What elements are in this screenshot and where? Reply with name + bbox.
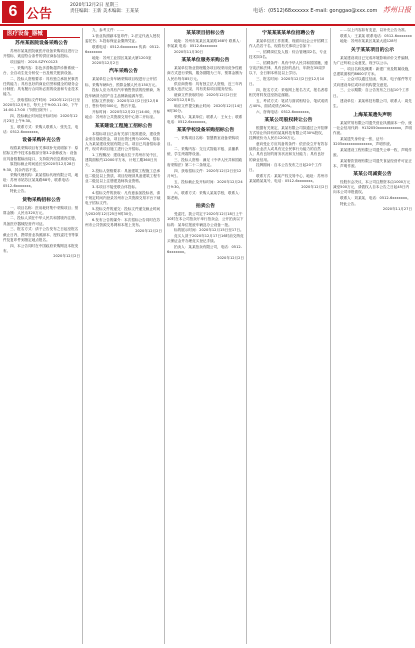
notice-paragraph: 五、考试方式：笔试与面试相结合，笔试成绩占40%，面试成绩占60%。	[249, 98, 328, 108]
notice-paragraph: 一、项目名称及概要：新建厂房及附属设施，总建筑面积约8600平方米。	[333, 66, 412, 76]
notice-paragraph: 某某单位公务车辆采购项目现进行公开招标，采购车辆5台，预算金额人民币150万元。	[85, 77, 159, 87]
notice-paragraph: 联系人：刘某某，电话：0512-6xxxxxxx。	[340, 196, 411, 201]
notice-heading: 关于某某项目的公示	[350, 47, 395, 53]
notice-paragraph: 采购人：某某单位；联系人：王女士；联系电话：0512-6xxxxxxx。	[167, 114, 243, 125]
notice-paragraph: 三、投标人资格：满足《中华人民共和国政府采购法》第二十二条规定。	[167, 158, 243, 168]
contact-info: 电话：(0512)68xxxxxx E-mail: gonggao@xxx.com	[253, 8, 378, 14]
notice-paragraph: 意向受让方应具备的条件：依法设立并有效存续的企业法人或具有完全民事行为能力的自然人；具有良好的财务状况和支付能力；具有良好的商业信用。	[249, 141, 328, 162]
notice-heading: 某某建设工程施工招标公告	[94, 123, 153, 129]
notice-heading: 某某公司股权转让公告	[264, 117, 313, 123]
notice-paragraph: 2020年11月30日	[174, 49, 204, 54]
notice-paragraph: 地址：苏州工业园区某某大厦1203室	[92, 55, 152, 60]
notice-paragraph: 某某单位因工作需要，现面向社会公开招聘工作人员若干名，现将有关事项公告如下：	[249, 39, 328, 49]
notice-paragraph: 二、投标人资格要求：具有独立承担民事责任的能力；具有良好的商业信誉和健全的财务会计制度；具有履行合同所必需的设备和专业技术能力。	[3, 76, 79, 97]
notice-paragraph: 供应商资格：具有独立法人资格，近三年内无重大违法记录，具有类似项目服务经验。	[167, 82, 243, 92]
notice-paragraph: 地址：苏州市某某区某某路168号 联系人：李某某 电话：0512-6xxxxxxx	[167, 39, 244, 49]
notice-paragraph: 联系方式：某某产权交易中心，地址：苏州市某某路某某号，电话：0512-6xxxxxxx。	[249, 174, 328, 184]
column-divider	[82, 28, 83, 644]
notice-paragraph: 联系人：王某某 联系电话：0512-6xxxxxxx	[340, 33, 412, 38]
notice-paragraph: 3.本项目不接受联合体投标。	[92, 185, 139, 190]
notice-heading: 拍卖公告	[195, 204, 216, 210]
notice-paragraph: 某某单位物业管理服务项目现采用竞争性磋商方式进行采购，服务期限为三年，预算金额为人民币每年85万元。	[167, 66, 243, 81]
section-title: 公告	[26, 7, 53, 22]
notice-paragraph: 某某建设项目已完成环境影响评价文件编制，为广泛听取公众意见，现予以公示。	[333, 55, 412, 65]
notice-paragraph: 本招标项目已由有关部门批准建设，建设资金来自财政资金，项目出资比例为100%，招标人为某某建设发展有限公司。项目已具备招标条件，现对该项目施工进行公开招标。	[85, 131, 161, 152]
notice-heading: 苏州某医院设备采购公告	[15, 41, 68, 46]
notice-heading: 设备采购补充公告	[22, 138, 61, 144]
notice-paragraph: 六、联系方式：采购人某某学校，联系人：陈老师。	[167, 190, 243, 201]
notice-paragraph: 某某建设工程有限公司遗失公章一枚，声明作废。	[333, 147, 412, 157]
notice-paragraph: 地址：苏州市某某区某某大道128号	[340, 39, 398, 44]
masthead-rule	[0, 24, 415, 26]
notice-heading: 宁某某某某单位招聘公告	[262, 31, 315, 36]
notice-paragraph: 苏州市某某医院就医疗设备采购项目进行公开招标，欢迎符合条件的供应商参加投标。	[3, 49, 79, 59]
notice-paragraph: 原投标截止时间延长至2020年12月28日9:30，其余内容不变。	[3, 162, 76, 172]
notice-paragraph: 响应文件提交截止时间：2020年12月14日9时30分。	[167, 104, 243, 114]
notice-paragraph: 开标时间：2020年12月22日14:00，开标地点：苏州市公共资源交易中心第二开标室。	[85, 110, 161, 120]
notice-paragraph: 某某贸易有限公司遗失营业执照副本一份，统一社会信用代码：9132050xxxxxxxxxxx，声明作废。	[333, 120, 412, 136]
column-1	[3, 28, 80, 644]
notice-paragraph: 根据有关规定，某某有限公司拟通过公开挂牌方式转让所持有的某某科技有限公司30%股权，挂牌底价为人民币1200万元。	[249, 125, 328, 141]
notice-heading: 某某公司减资公告	[353, 171, 392, 177]
notice-heading: 某某学校设备采购招标公告	[176, 128, 235, 134]
notice-paragraph: 建设单位：某某科技有限公司，联系人：周先生。	[333, 99, 412, 109]
page-number: 6	[2, 1, 24, 23]
notice-paragraph: 五、投标截止及开标时间：2020年12月24日9:30。	[167, 179, 243, 190]
column-5	[333, 28, 412, 644]
notice-paragraph: 六、咨询电话：0512-6xxxxxxx。	[256, 109, 313, 114]
notice-paragraph: 一、采购内容：彩色多普勒超声诊断系统一台、全自动生化分析仪一台及相关配套设备。	[3, 65, 79, 75]
notice-paragraph: 拍卖人：某某拍卖有限公司，电话：0512-6xxxxxxx。	[167, 245, 242, 255]
notice-paragraph: 四、报名方式：采取网上报名方式，报名者将相关材料发送至指定邮箱。	[249, 87, 328, 98]
notice-paragraph: 标的展示时间：2020年12月15日至17日。	[174, 228, 244, 233]
notice-paragraph: 五、联系方式：采购人联系人：张先生，电话：0512-6xxxxxxx。	[3, 124, 79, 135]
notice-paragraph: 现将某采购项目有关事项补充说明如下：原招标文件中技术参数部分第3.2条修改为：设备应具备数据输出接口，支持院内信息系统对接。	[3, 146, 79, 161]
notice-paragraph: 三、获取招标文件时间：2020年12月2日至2020年12月9日，每天上午9:00-11:30，下午14:00-17:00（节假日除外）。	[3, 97, 80, 113]
notice-paragraph: 二、公众可以通过信函、传真、电子邮件等方式向建设单位或环评机构提交意见。	[333, 77, 412, 87]
notice-paragraph: 5.投标文件的递交：投标文件递交截止时间为2020年12月25日9时30分。	[85, 206, 161, 217]
notice-date: 2020年12月2日	[301, 185, 328, 190]
notice-paragraph: 项目编号：2020-SZYY-0123	[10, 59, 58, 64]
notice-paragraph: 招标文件获取：2020年12月2日至12月8日，售价每份300元，售后不退。	[85, 99, 158, 109]
newspaper-logo: 苏州日报	[383, 6, 411, 14]
notice-heading: 汽车采购公告	[109, 69, 138, 75]
category-tag-bar	[3, 28, 80, 38]
notice-paragraph: 三、报名方式：请于公告发布之日起至报名截止日内，携带营业执照副本、授权委托书等原件及复印件到指定地点报名。	[3, 227, 79, 242]
notice-paragraph: 特此公告。	[340, 201, 358, 206]
column-2	[85, 28, 162, 644]
notice-paragraph: 九、参考文件：……	[92, 28, 125, 32]
notice-heading: 某某项目招标公告	[186, 31, 225, 36]
notice-paragraph: 磋商文件获取时间：2020年12月2日至2020年12月8日。	[167, 93, 237, 103]
category-tag: 医疗设备_器械	[3, 30, 47, 39]
notice-date: 2020年12月2日	[135, 228, 162, 233]
column-3	[167, 28, 244, 644]
notice-paragraph: 2020年12月2日	[92, 61, 119, 66]
notice-paragraph: 竞买人须于2020年12月17日16时前交纳竞买保证金并办理竞买登记手续。	[167, 234, 244, 244]
column-divider	[330, 28, 331, 644]
notice-paragraph: 三、报名时间：2020年12月2日至12月10日。	[249, 76, 325, 87]
notice-paragraph: 一、招聘岗位及人数：综合管理岗2名、专业技术岗3名。	[249, 49, 327, 60]
notice-paragraph: 四、投标截止时间及开标时间：2020年12月23日上午9:30。	[3, 113, 78, 124]
notice-paragraph: 三、公示期限：自公告发布之日起10个工作日。	[333, 88, 410, 98]
notice-paragraph: 一、项目名称：医用耗材集中采购项目；预算金额：人民币320万元。	[3, 205, 79, 215]
editor-credit: 责任编辑：王新 美术编辑：王某某	[70, 9, 139, 14]
notice-paragraph: 6.发布公告的媒介：本次招标公告同时在苏州市公共资源交易网和本报上发布。	[85, 217, 161, 227]
notice-paragraph: 某某遗失身份证一张，证号：3205xxxxxxxxxxxxxx，声明作废。	[333, 136, 394, 146]
notice-paragraph: 4.招标文件的获取：凡有意参加投标者，请于规定时间内登录苏州市公共资源交易平台下载电子招标文件。	[85, 190, 161, 206]
issue-date: 2020年12月2日 星期三	[70, 3, 119, 8]
masthead-meta	[70, 3, 139, 15]
column-divider	[164, 28, 165, 644]
masthead	[0, 0, 415, 24]
notice-paragraph: 投标人应为具有汽车销售资质的经销商，所投车辆须为国产自主品牌新能源车型。	[85, 88, 161, 98]
notice-date: 2020年11月27日	[382, 207, 412, 212]
column-divider	[246, 28, 247, 644]
notice-paragraph: 特此公告。	[10, 189, 28, 194]
notice-paragraph: 经股东会决议，本公司注册资本由1000万元减至500万元，请债权人自本公告之日起45日内向本公司申报债权。	[333, 179, 411, 195]
notice-paragraph: 联系电话：0512-6xxxxxxx 传真：0512-6xxxxxxx	[85, 44, 160, 54]
column-4	[249, 28, 328, 644]
notice-paragraph: 挂牌期间：自本公告发布之日起20个工作日。	[249, 163, 322, 173]
notice-paragraph: 1.营业执照副本复印件；2.法定代表人授权委托书；3.投标保证金缴纳凭证。	[85, 33, 160, 43]
notice-date: 2020年12月2日	[53, 254, 80, 259]
notice-paragraph: 四、本公告同时在中国政府采购网及本报发布。	[3, 243, 79, 253]
notice-heading: 某某单位服务采购公告	[181, 58, 230, 64]
notice-paragraph: 四、获取招标文件：2020年12月2日至12月9日。	[167, 169, 242, 179]
notice-paragraph: 二、投标人须在中华人民共和国境内注册，具备医疗器械经营许可证。	[3, 216, 79, 226]
notice-paragraph: 受委托，我公司定于2020年12月18日上午10时在本公司拍卖厅举行拍卖会，公开拍卖以下标的：某单位报废车辆及办公设备一批。	[167, 212, 244, 227]
notice-paragraph: ……以上内容如有变更，以补充公告为准。	[340, 28, 409, 32]
notice-paragraph: 二、采购内容：交互式智能平板、录播系统、学生终端等设备。	[167, 147, 239, 157]
notice-date: 2020年12月2日	[217, 255, 244, 260]
notice-paragraph: 二、招聘条件：具有中华人民共和国国籍，遵守宪法和法律，具有良好的品行，年龄在35周岁以下，全日制本科及以上学历。	[249, 60, 328, 76]
notice-heading: 上海某某遗失声明	[353, 112, 392, 118]
notice-heading: 货物采购招标公告	[22, 197, 61, 203]
notice-paragraph: 采购代理机构：某某招标代理有限公司，地址：苏州市姑苏区某某路88号，联系电话：0512-6xxxxxxx。	[3, 173, 79, 188]
notice-paragraph: 1.工程概况：建设地点位于苏州市吴中区，建筑面积约12000平方米，计划工期360日历天。	[85, 152, 161, 168]
notice-paragraph: 一、采购项目名称：智慧教室设备采购项目。	[167, 136, 239, 146]
notice-paragraph: 2.投标人资格要求：具备建筑工程施工总承包二级及以上资质，项目经理须具备建筑工程专业二级及以上注册建造师执业资格。	[85, 168, 161, 184]
masthead-contact	[253, 5, 411, 15]
notice-paragraph: 某某餐饮管理有限公司遗失食品经营许可证正本，声明作废。	[333, 158, 412, 168]
